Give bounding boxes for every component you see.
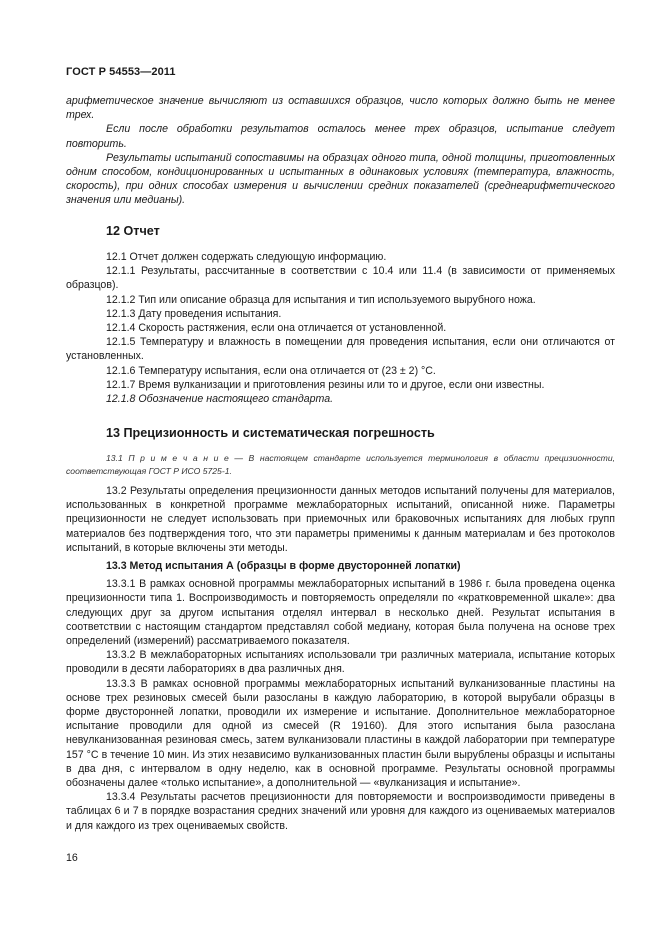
report-item: 12.1 Отчет должен содержать следующую информацию. <box>106 251 387 263</box>
report-item: 12.1.7 Время вулканизации и приготовления резины или то и другое, если они известны. <box>106 378 545 391</box>
section-12-title: 12 Отчет <box>106 224 160 238</box>
precision-note: 13.1 П р и м е ч а н и е — В настоящем стандарте используется терминология в области прецизионности, соответствующая ГОСТ Р ИСО 5725-1. <box>66 453 615 476</box>
report-item: 12.1.5 Температуру и влажность в помещении для проведения испытания, если они отличаются от установленных. <box>66 336 615 363</box>
paragraph-13-3-3: 13.3.3 В рамках основной программы межлабораторных испытаний вулканизованные пластины на основе трех резиновых смесей были разосланы в каждую лабораторию, в которой вырубали образцы в форме двусторонней лопатки, проводили их измерение и испытание. Дополнительное межлабораторное испытание проводили для одной из смесей (R 19160). Для этого испытания была разослана невулканизованная резиновая смесь, затем вулканизовали пластины в каждой лаборатории при температуре 157 °С в течение 10 мин. Из этих независимо вулканизованных пластин были вырублены образцы и испытаны в два дня, с интервалом в одну неделю, как в основной программе. Результаты основной программы обозначены далее «только испытание», а дополнительной — «вулканизация и испытание». <box>66 677 615 790</box>
section-12-list <box>66 250 615 406</box>
paragraph-13-3-4: 13.3.4 Результаты расчетов прецизионности для повторяемости и воспроизводимости приведены в таблицах 6 и 7 в порядке возрастания средних значений или уровня для каждого из оцениваемых материалов и для каждого из трех оцениваемых свойств. <box>66 791 615 832</box>
report-item: 12.1.1 Результаты, рассчитанные в соответствии с 10.4 или 11.4 (в зависимости от применяемых образцов). <box>66 265 615 292</box>
intro-paragraph-3: Результаты испытаний сопоставимы на образцах одного типа, одной толщины, приготовленных одним способом, кондиционированных и испытанных в одинаковых условиях (температура, влажность, скорость), при одних способах измерения и вычислении средних показателей (среднеарифметического значения или медианы). <box>66 151 615 207</box>
report-item: 12.1.8 Обозначение настоящего стандарта. <box>106 393 334 406</box>
report-item: 12.1.2 Тип или описание образца для испытания и тип используемого вырубного ножа. <box>106 293 536 306</box>
report-item: 12.1.4 Скорость растяжения, если она отличается от установленной. <box>106 322 447 335</box>
paragraph-13-3-1: 13.3.1 В рамках основной программы межлабораторных испытаний в 1986 г. была проведена оценка прецизионности типа 1. Воспроизводимость и повторяемость определяли по «кратковременной шкале»: два следующих друг за другом испытания отделял интервал в несколько дней. Результат испытания в соответствии с настоящим стандартом представлял собой медиану, которая была получена на основе трех определений (измерений) рассматриваемого показателя. <box>66 578 615 648</box>
page-number: 16 <box>66 852 78 864</box>
subsection-13-3-title: 13.3 Метод испытания А (образцы в форме двусторонней лопатки) <box>106 560 461 573</box>
intro-paragraph-1: арифметическое значение вычисляют из оставшихся образцов, число которых должно быть не менее трех. <box>66 95 615 122</box>
paragraph-13-2: 13.2 Результаты определения прецизионности данных методов испытаний получены для материалов, использованных в конкретной программе межлабораторных испытаний, описанной ниже. Параметры прецизионности не следует использовать при приемочных или браковочных испытаниях для любых групп материалов без подтверждения того, что эти параметры применимы к данным материалам и без протоколов испытаний, в которые включены эти методы. <box>66 485 615 554</box>
report-item: 12.1.3 Дату проведения испытания. <box>106 307 282 320</box>
report-item: 12.1.6 Температуру испытания, если она отличается от (23 ± 2) °С. <box>106 364 436 377</box>
document-header: ГОСТ Р 54553—2011 <box>66 66 176 78</box>
paragraph-13-3-2: 13.3.2 В межлабораторных испытаниях использовали три различных материала, испытание которых проводили в десяти лабораториях в два различных дня. <box>66 649 615 676</box>
section-13-title: 13 Прецизионность и систематическая погрешность <box>106 426 435 440</box>
section-13-body <box>66 452 615 833</box>
intro-paragraph-2: Если после обработки результатов осталось менее трех образцов, испытание следует повторить. <box>66 123 615 150</box>
intro-block <box>66 94 615 208</box>
